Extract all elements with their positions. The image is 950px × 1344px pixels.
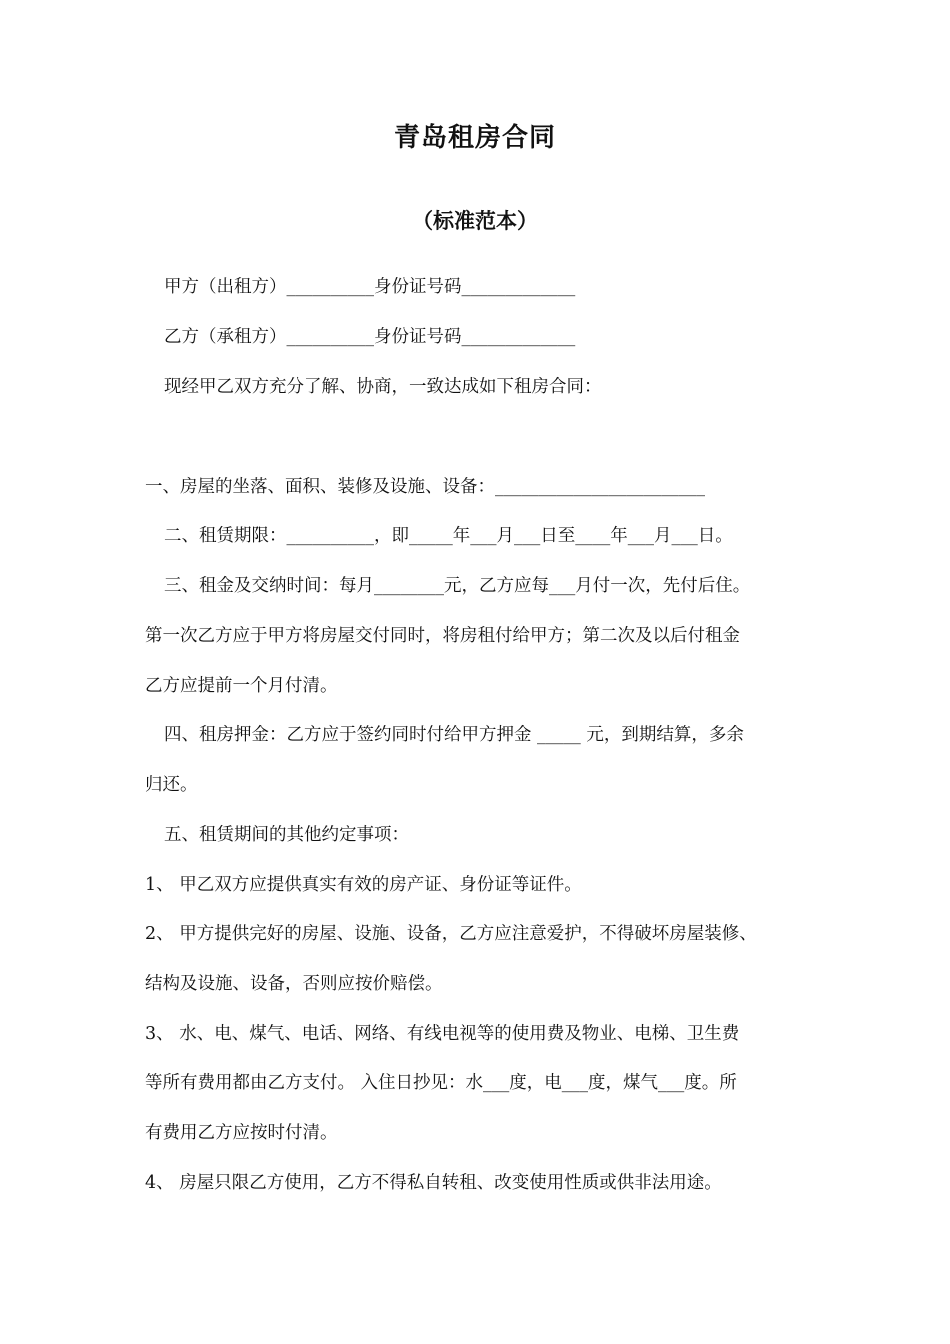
- clause-3-rent: 三、租金及交纳时间：每月________元，乙方应每___月付一次，先付后住。: [164, 576, 751, 596]
- party-a-line: 甲方（出租方）__________身份证号码_____________: [164, 277, 576, 297]
- clause-3-rent-cont-2: 乙方应提前一个月付清。: [145, 676, 338, 696]
- item-2-cont: 结构及设施、设备，否则应按价赔偿。: [145, 974, 443, 994]
- clause-3-rent-cont-1: 第一次乙方应于甲方将房屋交付同时，将房租付给甲方；第二次及以后付租金: [145, 626, 740, 646]
- item-3-cont-1: 等所有费用都由乙方支付。 入住日抄见：水___度，电___度，煤气___度。所: [145, 1073, 737, 1093]
- document-title: 青岛租房合同: [393, 123, 556, 153]
- clause-4-deposit-cont: 归还。: [145, 775, 198, 795]
- item-2: 2、 甲方提供完好的房屋、设施、设备，乙方应注意爱护，不得破坏房屋装修、: [145, 924, 757, 944]
- document-subtitle: （标准范本）: [412, 209, 538, 233]
- clause-2-term: 二、租赁期限：__________，即_____年___月___日至____年___月___日。: [164, 526, 733, 546]
- clause-1-location: 一、房屋的坐落、面积、装修及设施、设备：________________________: [145, 477, 705, 497]
- clause-4-deposit: 四、租房押金：乙方应于签约同时付给甲方押金 _____ 元，到期结算，多余: [164, 725, 744, 745]
- item-3: 3、 水、电、煤气、电话、网络、有线电视等的使用费及物业、电梯、卫生费: [145, 1024, 740, 1044]
- preamble-line: 现经甲乙双方充分了解、协商，一致达成如下租房合同：: [164, 377, 602, 397]
- party-b-line: 乙方（承租方）__________身份证号码_____________: [164, 327, 576, 347]
- item-3-cont-2: 有费用乙方应按时付清。: [145, 1123, 338, 1143]
- clause-5-heading: 五、租赁期间的其他约定事项：: [164, 825, 409, 845]
- item-1: 1、 甲乙双方应提供真实有效的房产证、身份证等证件。: [145, 875, 582, 895]
- item-4: 4、 房屋只限乙方使用，乙方不得私自转租、改变使用性质或供非法用途。: [145, 1173, 722, 1193]
